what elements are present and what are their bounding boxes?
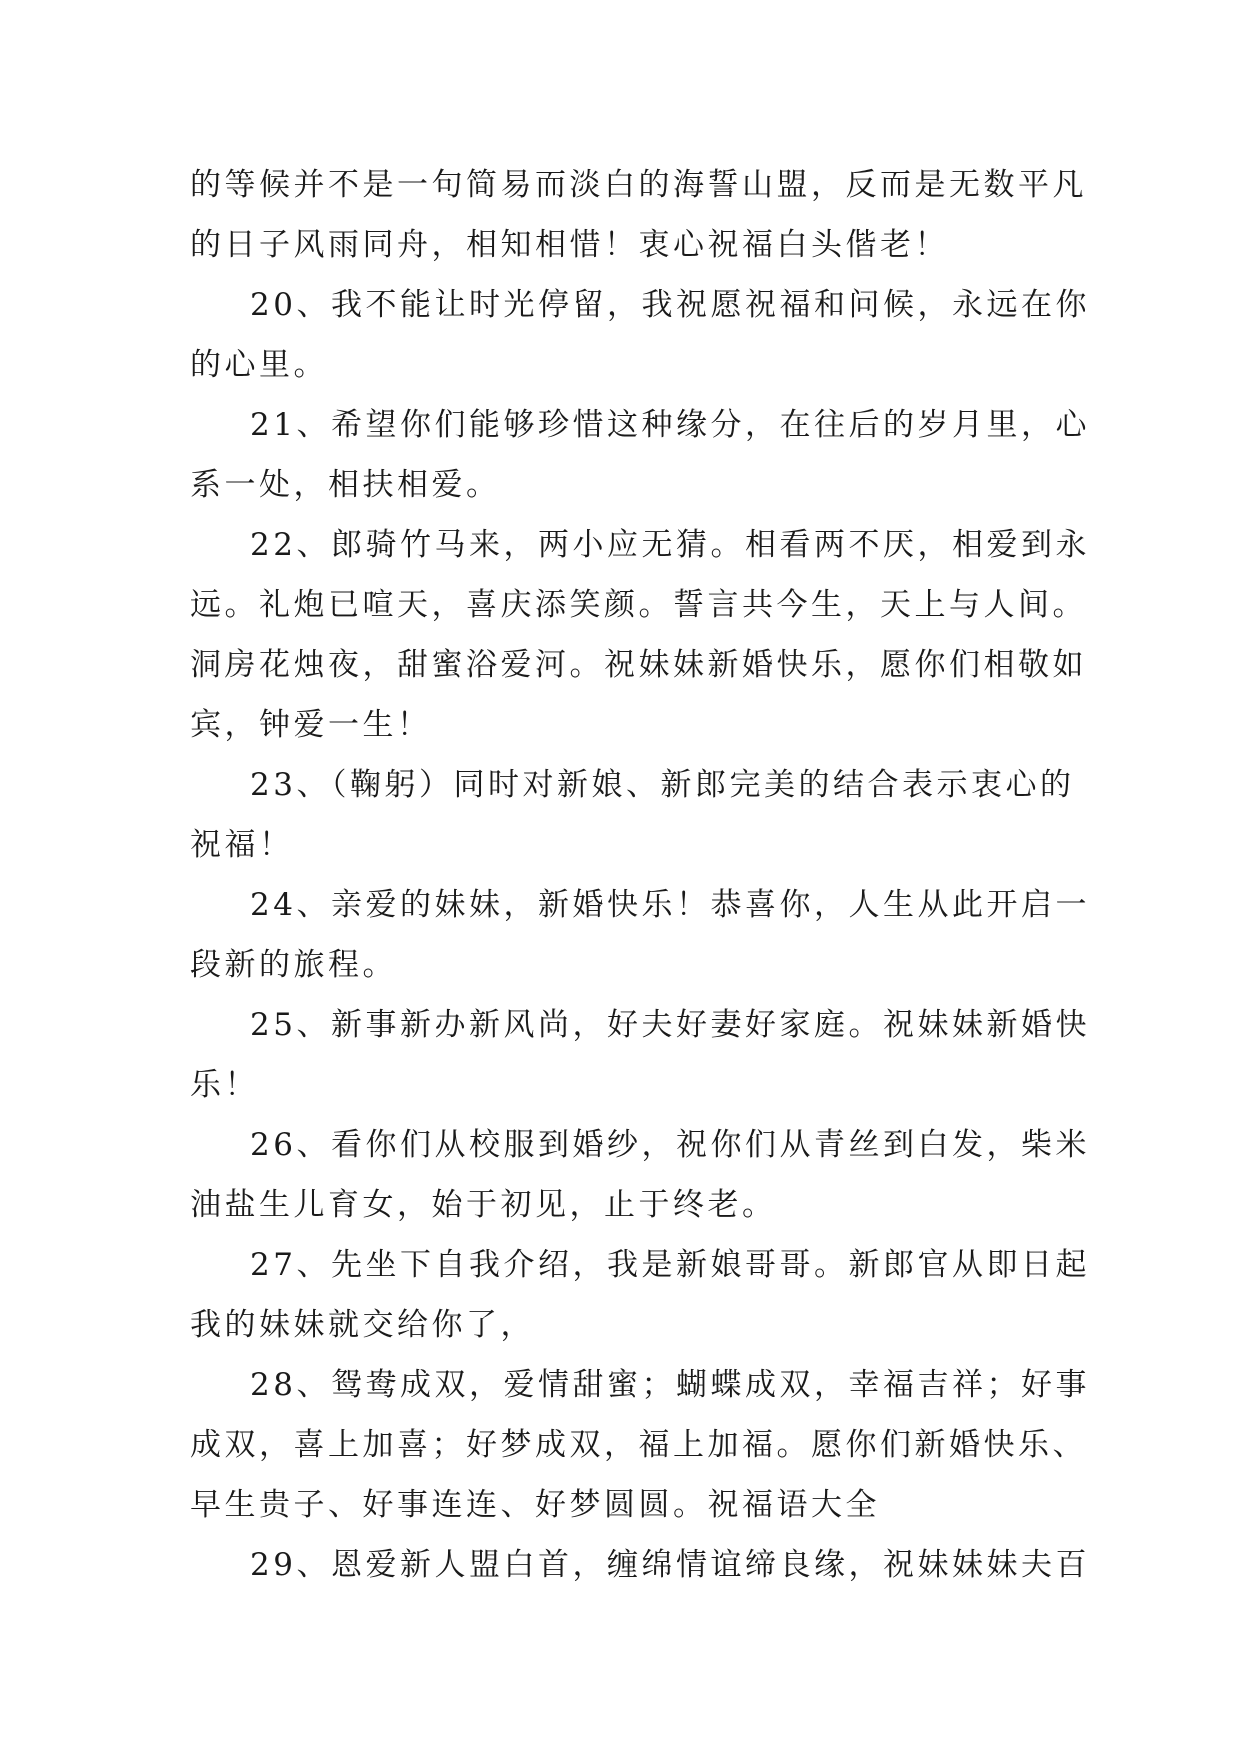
list-item-20: 20、我不能让时光停留，我祝愿祝福和问候，永远在你 — [250, 287, 1090, 323]
text-line: 油盐生儿育女，始于初见，止于终老。 — [190, 1187, 777, 1223]
document-body — [190, 155, 1090, 1595]
text-line: 远。礼炮已喧天，喜庆添笑颜。誓言共今生，天上与人间。 — [190, 587, 1087, 623]
list-item-29: 29、恩爱新人盟白首，缠绵情谊缔良缘，祝妹妹妹夫百 — [250, 1547, 1090, 1583]
text-line: 段新的旅程。 — [190, 947, 397, 983]
list-item-23: 23、（鞠躬）同时对新娘、新郎完美的结合表示衷心的 — [250, 767, 1075, 803]
text-line: 成双，喜上加喜；好梦成双，福上加福。愿你们新婚快乐、 — [190, 1427, 1087, 1463]
text-line: 的日子风雨同舟，相知相惜！衷心祝福白头偕老！ — [190, 227, 949, 263]
list-item-28: 28、鸳鸯成双，爱情甜蜜；蝴蝶成双，幸福吉祥；好事 — [250, 1367, 1090, 1403]
list-item-27: 27、先坐下自我介绍，我是新娘哥哥。新郎官从即日起 — [250, 1247, 1090, 1283]
text-line: 乐！ — [190, 1067, 259, 1103]
text-line: 宾，钟爱一生！ — [190, 707, 432, 743]
text-line: 我的妹妹就交给你了， — [190, 1307, 535, 1343]
list-item-25: 25、新事新办新风尚，好夫好妻好家庭。祝妹妹新婚快 — [250, 1007, 1090, 1043]
list-item-24: 24、亲爱的妹妹，新婚快乐！恭喜你，人生从此开启一 — [250, 887, 1090, 923]
text-line: 的心里。 — [190, 347, 328, 383]
text-line: 的等候并不是一句简易而淡白的海誓山盟，反而是无数平凡 — [190, 167, 1087, 203]
list-item-21: 21、希望你们能够珍惜这种缘分，在往后的岁月里，心 — [250, 407, 1090, 443]
text-line: 系一处，相扶相爱。 — [190, 467, 501, 503]
text-line: 洞房花烛夜，甜蜜浴爱河。祝妹妹新婚快乐，愿你们相敬如 — [190, 647, 1087, 683]
text-line: 祝福！ — [190, 827, 294, 863]
list-item-22: 22、郎骑竹马来，两小应无猜。相看两不厌，相爱到永 — [250, 527, 1090, 563]
list-item-26: 26、看你们从校服到婚纱，祝你们从青丝到白发，柴米 — [250, 1127, 1090, 1163]
text-line: 早生贵子、好事连连、好梦圆圆。祝福语大全 — [190, 1487, 880, 1523]
